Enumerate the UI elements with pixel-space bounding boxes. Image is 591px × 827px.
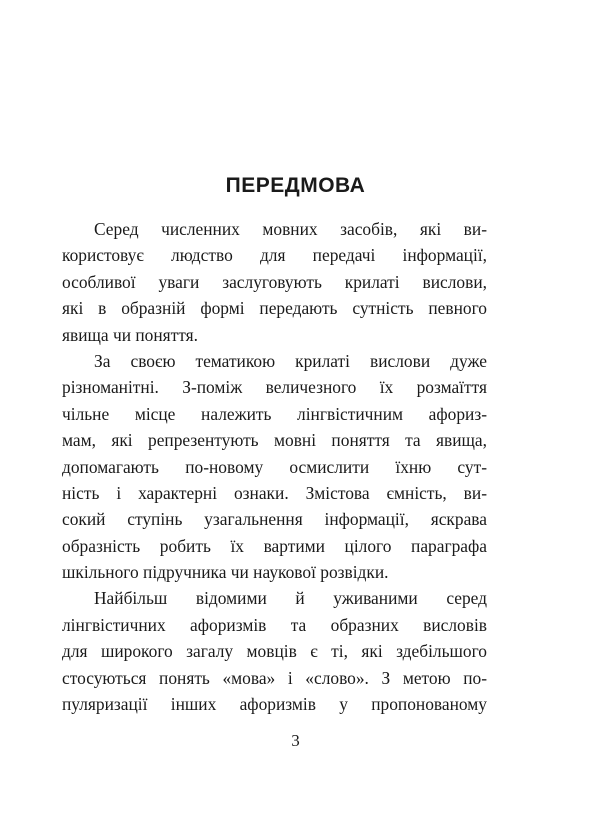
text-line: лінгвістичних афоризмів та образних висловів <box>62 614 487 635</box>
text-line: чільне місце належить лінгвістичним афориз- <box>62 403 487 424</box>
text-line: особливої уваги заслуговують крилаті вислови, <box>62 271 487 292</box>
text-line: образність робить їх вартими цілого параграфа <box>62 535 487 556</box>
paragraph <box>62 585 487 717</box>
text-line: допомагають по-новому осмислити їхню сут- <box>62 456 487 477</box>
text-line: для широкого загалу мовців є ті, які здебільшого <box>62 641 487 662</box>
text-line: мам, які репрезентують мовні поняття та явища, <box>62 430 487 451</box>
paragraph <box>62 348 487 586</box>
text-line: різноманітні. З-поміж величезного їх розмаїття <box>62 377 487 398</box>
page-number: 3 <box>291 731 300 750</box>
text-line: явища чи поняття. <box>62 324 199 345</box>
text-line: користовує людство для передачі інформації, <box>62 245 487 266</box>
paragraph <box>62 216 487 348</box>
text-line: Найбільш відомими й уживаними серед <box>94 588 487 609</box>
text-line: сокий ступінь узагальнення інформації, яскрава <box>62 509 487 530</box>
text-line: шкільного підручника чи наукової розвідки. <box>62 562 389 583</box>
text-line: ність і характерні ознаки. Змістова ємність, ви- <box>62 482 487 503</box>
page-title: ПЕРЕДМОВА <box>225 174 366 197</box>
text-line: Серед численних мовних засобів, які ви- <box>94 219 487 239</box>
text-line: пуляризації інших афоризмів у пропонованому <box>62 694 487 715</box>
text-line: стосуються понять «мова» і «слово». З метою по- <box>62 667 487 688</box>
text-line: які в образній формі передають сутність певного <box>62 298 487 319</box>
text-line: За своєю тематикою крилаті вислови дуже <box>94 350 487 371</box>
body-text <box>62 216 487 717</box>
